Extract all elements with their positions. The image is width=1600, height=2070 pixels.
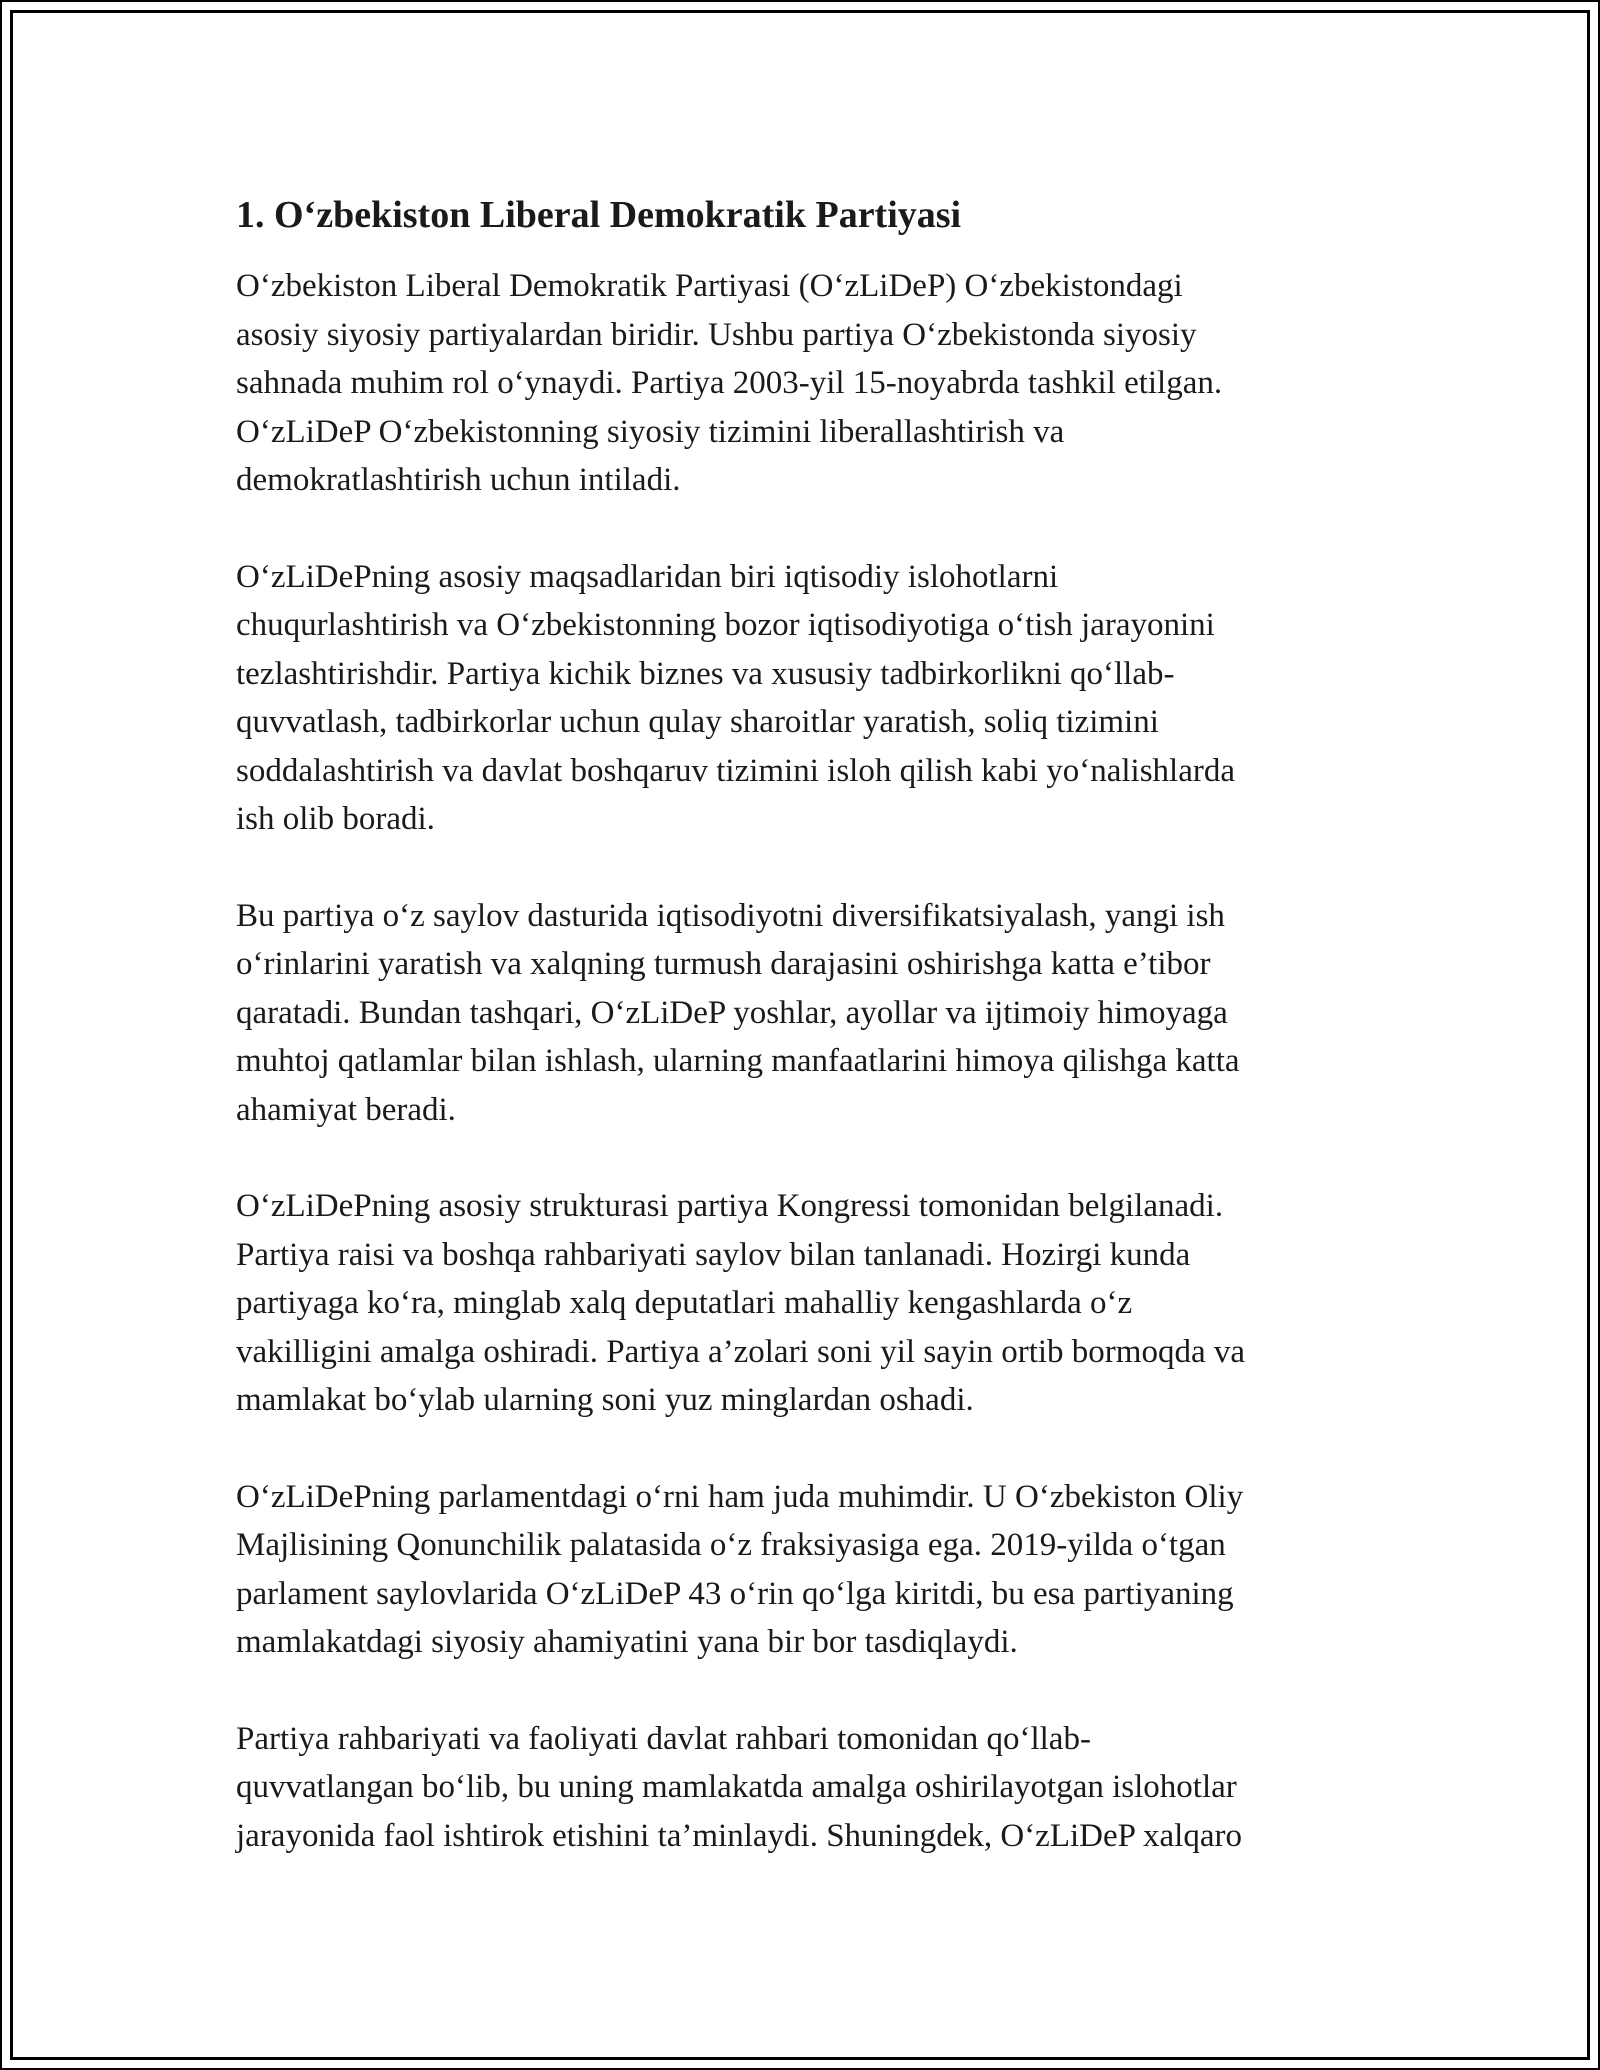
text-line: parlament saylovlarida O‘zLiDeP 43 o‘rin qo‘lga kiritdi, bu esa partiyaning [236, 1575, 1234, 1612]
text-line: sahnada muhim rol o‘ynaydi. Partiya 2003-yil 15-noyabrda tashkil etilgan. [236, 365, 1223, 401]
text-line: mamlakat bo‘ylab ularning soni yuz minglardan oshadi. [236, 1382, 974, 1418]
text-line: quvvatlangan bo‘lib, bu uning mamlakatda amalga oshirilayotgan islohotlar [236, 1769, 1237, 1805]
text-line: jarayonida faol ishtirok etishini ta’minlaydi. Shuningdek, O‘zLiDeP xalqaro [236, 1817, 1242, 1854]
text-line: vakilligini amalga oshiradi. Partiya a’zolari soni yil sayin ortib bormoqda va [236, 1333, 1246, 1370]
paragraph [236, 1473, 1366, 1667]
text-line: Partiya rahbariyati va faoliyati davlat rahbari tomonidan qo‘llab- [236, 1720, 1091, 1757]
text-line: soddalashtirish va davlat boshqaruv tizimini isloh qilish kabi yo‘nalishlarda [236, 752, 1236, 789]
text-line: O‘zLiDePning asosiy maqsadlaridan biri iqtisodiy islohotlarni [236, 558, 1059, 595]
paragraph [236, 553, 1366, 844]
paragraph [236, 1182, 1366, 1425]
text-line: mamlakatdagi siyosiy ahamiyatini yana bir bor tasdiqlaydi. [236, 1624, 1018, 1660]
text-line: Partiya raisi va boshqa rahbariyati saylov bilan tanlanadi. Hozirgi kunda [236, 1236, 1191, 1273]
text-line: O‘zbekiston Liberal Demokratik Partiyasi (O‘zLiDeP) O‘zbekistondagi [236, 268, 1183, 304]
text-line: quvvatlash, tadbirkorlar uchun qulay sharoitlar yaratish, soliq tizimini [236, 704, 1159, 740]
paragraph [236, 892, 1366, 1135]
text-line: ahamiyat beradi. [236, 1091, 456, 1128]
paragraph-list [236, 262, 1366, 1860]
section-heading: 1. O‘zbekiston Liberal Demokratik Partiyasi [236, 194, 962, 236]
paragraph [236, 262, 1366, 505]
text-line: asosiy siyosiy partiyalardan biridir. Ushbu partiya O‘zbekistonda siyosiy [236, 316, 1197, 353]
text-line: O‘zLiDePning asosiy strukturasi partiya Kongressi tomonidan belgilanadi. [236, 1188, 1224, 1224]
paragraph [236, 1715, 1366, 1861]
text-line: tezlashtirishdir. Partiya kichik biznes va xususiy tadbirkorlikni qo‘llab- [236, 655, 1175, 692]
text-line: partiyaga ko‘ra, minglab xalq deputatlari mahalliy kengashlarda o‘z [236, 1285, 1133, 1321]
text-line: qaratadi. Bundan tashqari, O‘zLiDeP yoshlar, ayollar va ijtimoiy himoyaga [236, 994, 1228, 1031]
text-line: Bu partiya o‘z saylov dasturida iqtisodiyotni diversifikatsiyalash, yangi ish [236, 897, 1225, 934]
text-line: o‘rinlarini yaratish va xalqning turmush darajasini oshirishga katta e’tibor [236, 946, 1211, 982]
text-line: muhtoj qatlamlar bilan ishlash, ularning manfaatlarini himoya qilishga katta [236, 1043, 1240, 1079]
text-line: O‘zLiDeP O‘zbekistonning siyosiy tizimini liberallashtirish va [236, 413, 1065, 450]
text-line: chuqurlashtirish va O‘zbekistonning bozor iqtisodiyotiga o‘tish jarayonini [236, 607, 1215, 643]
text-line: O‘zLiDePning parlamentdagi o‘rni ham juda muhimdir. U O‘zbekiston Oliy [236, 1478, 1244, 1515]
text-line: demokratlashtirish uchun intiladi. [236, 462, 681, 498]
document-body [236, 190, 1366, 1860]
text-line: ish olib boradi. [236, 801, 435, 837]
text-line: Majlisining Qonunchilik palatasida o‘z fraksiyasiga ega. 2019-yilda o‘tgan [236, 1527, 1226, 1563]
